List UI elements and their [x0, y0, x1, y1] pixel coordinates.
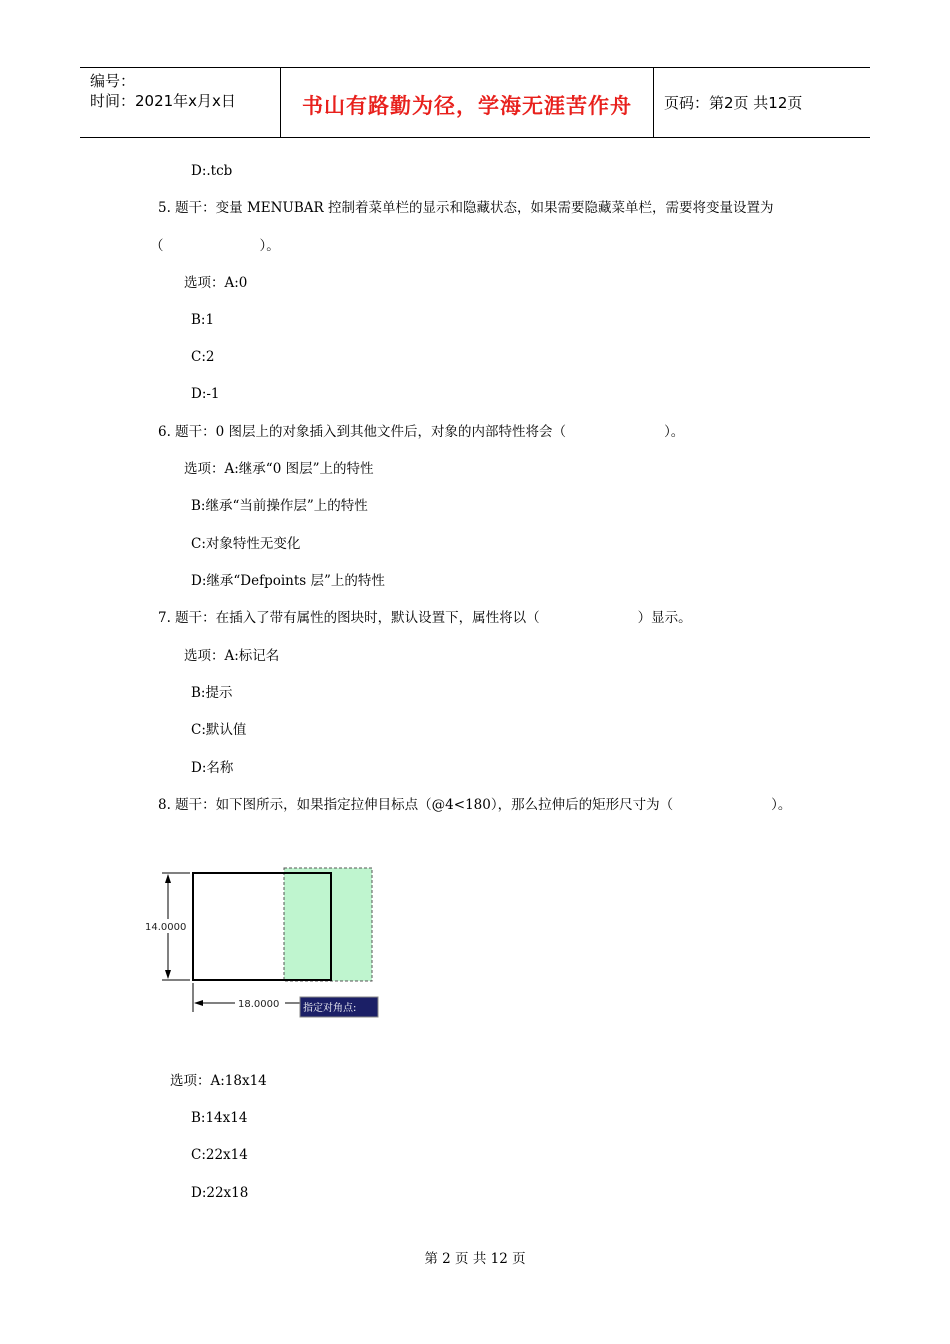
cad-prompt-text: 指定对角点:: [303, 1003, 357, 1014]
q7-option-b: B:提示: [191, 685, 233, 701]
time-label: 时间：2021年x月x日: [90, 92, 236, 110]
q6-stem-text: 6. 题干：0 图层上的对象插入到其他文件后，对象的内部特性将会（: [158, 424, 567, 440]
header-meta-cell: [80, 68, 281, 137]
width-arrow-left: [194, 1000, 203, 1006]
stretch-figure: [140, 860, 390, 1025]
height-arrow-bottom: [165, 970, 171, 979]
q5-blank-close: ）。: [259, 238, 280, 254]
q6-stem: [158, 423, 684, 441]
q5-option-a: 选项：A:0: [184, 275, 248, 291]
q8-option-b: B:14x14: [191, 1110, 248, 1126]
q4-option-d: D:.tcb: [191, 163, 233, 179]
stretch-diagram: [140, 860, 390, 1025]
page-info: 页码：第2页 共12页: [664, 94, 803, 112]
q8-close: ）。: [771, 797, 792, 813]
q5-option-b: B:1: [191, 312, 215, 328]
motto: 书山有路勤为径，学海无涯苦作舟: [302, 93, 632, 118]
number-label: 编号：: [90, 72, 136, 90]
page-footer: 第 2 页 共 12 页: [424, 1251, 526, 1267]
q7-stem: [158, 609, 692, 627]
q7-close: ）显示。: [637, 610, 692, 626]
crossing-selection-window: [284, 868, 372, 981]
header-page-cell: [654, 68, 870, 137]
q6-option-c: C:对象特性无变化: [191, 536, 301, 552]
q5-blank-open: （: [150, 238, 164, 254]
q8-stem: [158, 796, 791, 814]
q8-option-d: D:22x18: [191, 1185, 249, 1201]
q6-close: ）。: [664, 424, 685, 440]
q6-option-a: 选项：A:继承“0 图层”上的特性: [184, 461, 374, 477]
q5-option-c: C:2: [191, 349, 215, 365]
q6-option-d: D:继承“Defpoints 层”上的特性: [191, 573, 385, 589]
q6-option-b: B:继承“当前操作层”上的特性: [191, 498, 368, 514]
width-dimension-label: 18.0000: [238, 999, 280, 1010]
height-arrow-top: [165, 874, 171, 883]
q8-stem-text: 8. 题干：如下图所示，如果指定拉伸目标点（@4<180），那么拉伸后的矩形尺寸为（: [158, 797, 674, 813]
q8-option-c: C:22x14: [191, 1147, 248, 1163]
height-dimension-label: 14.0000: [145, 922, 187, 933]
q7-option-d: D:名称: [191, 760, 234, 776]
q7-option-a: 选项：A:标记名: [184, 648, 280, 664]
q5-stem: 5. 题干：变量 MENUBAR 控制着菜单栏的显示和隐藏状态，如果需要隐藏菜单栏，需要将变量设置为: [158, 200, 774, 216]
q7-option-c: C:默认值: [191, 722, 247, 738]
page-header: [80, 67, 870, 138]
header-motto-cell: [281, 68, 654, 137]
q5-option-d: D:-1: [191, 386, 220, 402]
q8-option-a: 选项：A:18x14: [170, 1073, 267, 1089]
q5-blank: [150, 237, 280, 255]
q7-stem-text: 7. 题干：在插入了带有属性的图块时，默认设置下，属性将以（: [158, 610, 540, 626]
